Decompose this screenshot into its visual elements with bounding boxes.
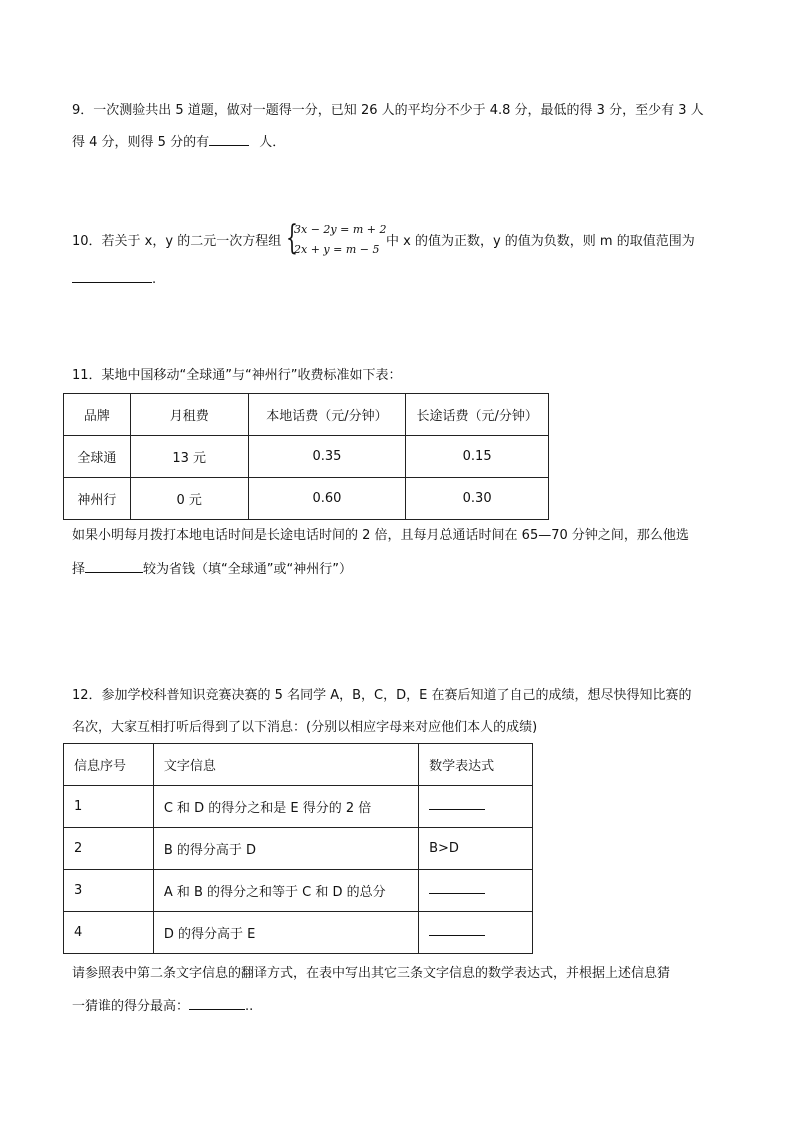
q12-line1-text: 12．参加学校科普知识竞赛决赛的 5 名同学 A，B，C，D，E 在赛后知道了自己的成绩，想尽快得知比赛的 (72, 688, 692, 703)
header-local-fee: 本地话费（元/分钟） (248, 394, 406, 436)
q11-after-line2-b: 较为省钱（填“全球通”或“神州行”） (143, 562, 352, 577)
expression-cell (419, 870, 533, 912)
q9-line2-end: 人． (259, 135, 286, 150)
info-text: D 的得分高于 E (153, 912, 418, 954)
table-cell: 0.35 (248, 436, 406, 478)
q12-after-line1: 请参照表中第二条文字信息的翻译方式，在表中写出其它三条文字信息的数学表达式，并根据上述信息猜 (72, 966, 671, 981)
header-text-info: 文字信息 (153, 744, 418, 786)
q10-prefix: 10．若关于 x，y 的二元一次方程组 (72, 234, 282, 249)
q12-line1 (72, 686, 691, 706)
q12-after-line2-a: 一猜谁的得分最高： (72, 999, 190, 1014)
table-cell: 全球通 (64, 436, 131, 478)
info-number: 4 (64, 912, 154, 954)
header-brand: 品牌 (64, 394, 131, 436)
info-number: 3 (64, 870, 154, 912)
q12-after-line2-b: .. (245, 999, 254, 1014)
table-cell: 0.15 (406, 436, 549, 478)
expression-answer-blank[interactable] (429, 925, 485, 936)
q9-line1: 9．一次测验共出 5 道题，做对一题得一分，已知 26 人的平均分不少于 4.8 分，最低的得 3 分，至少有 3 人 (72, 103, 704, 118)
q10-answer-blank[interactable] (72, 270, 152, 283)
header-math-expression: 数学表达式 (419, 744, 533, 786)
table-cell: 0.30 (406, 478, 549, 520)
info-number: 2 (64, 828, 154, 870)
table-row (64, 912, 533, 954)
q11-intro: 11．某地中国移动“全球通”与“神州行”收费标准如下表： (72, 368, 402, 383)
q9-line2 (72, 133, 285, 153)
q9-line2-text: 得 4 分，则得 5 分的有 (72, 135, 210, 150)
q11-after-line2-a: 择 (72, 562, 86, 577)
q10-line2 (72, 270, 156, 290)
expression-cell (419, 786, 533, 828)
table-header-row (64, 394, 549, 436)
header-monthly-fee: 月租费 (130, 394, 248, 436)
q10-equation-1: 3x − 2y = m + 2 (294, 223, 387, 236)
q12-answer-blank[interactable] (189, 997, 245, 1010)
q9-answer-blank[interactable] (209, 133, 249, 146)
header-long-distance-fee: 长途话费（元/分钟） (406, 394, 549, 436)
header-info-number: 信息序号 (64, 744, 154, 786)
table-row (64, 786, 533, 828)
expression-answer-blank[interactable] (429, 883, 485, 894)
q11-answer-blank[interactable] (85, 560, 143, 573)
q10-equation-2: 2x + y = m − 5 (294, 243, 380, 256)
table-cell: 神州行 (64, 478, 131, 520)
table-cell: 0.60 (248, 478, 406, 520)
q11-after-line2 (72, 560, 352, 580)
table-row (64, 870, 533, 912)
table-row (64, 478, 549, 520)
table-cell: 0 元 (130, 478, 248, 520)
expression-cell (419, 912, 533, 954)
expression-cell: B>D (419, 828, 533, 870)
q10-equation-system (286, 218, 387, 263)
info-text: B 的得分高于 D (153, 828, 418, 870)
q12-after-line2 (72, 997, 253, 1017)
table-header-row (64, 744, 533, 786)
table-cell: 13 元 (130, 436, 248, 478)
q12-line2: 名次，大家互相打听后得到了以下消息：(分别以相应字母来对应他们本人的成绩) (72, 720, 538, 735)
q11-after-line1: 如果小明每月拨打本地电话时间是长途电话时间的 2 倍，且每月总通话时间在 65—70 分钟之间，那么他选 (72, 528, 689, 543)
info-number: 1 (64, 786, 154, 828)
q12-info-table (63, 743, 533, 954)
q11-fee-table (63, 393, 549, 520)
q10-end: . (152, 272, 157, 287)
table-row (64, 436, 549, 478)
q10-brace: { (286, 218, 298, 258)
info-text: A 和 B 的得分之和等于 C 和 D 的总分 (153, 870, 418, 912)
expression-answer-blank[interactable] (429, 799, 485, 810)
info-text: C 和 D 的得分之和是 E 得分的 2 倍 (153, 786, 418, 828)
table-row (64, 828, 533, 870)
q10-suffix: 中 x 的值为正数，y 的值为负数，则 m 的取值范围为 (386, 234, 695, 249)
